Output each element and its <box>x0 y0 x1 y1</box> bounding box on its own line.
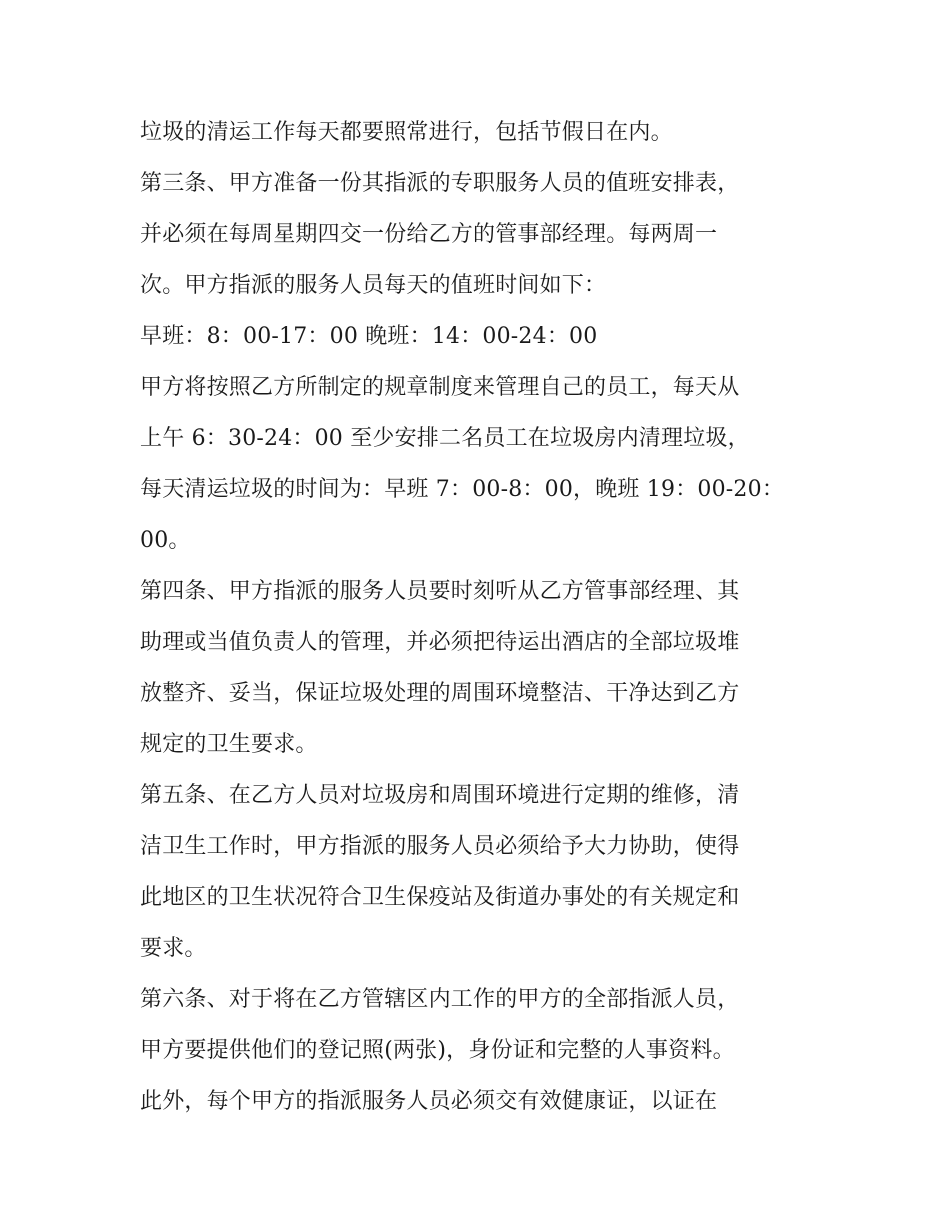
text-line: 上午 6：30-24：00 至少安排二名员工在垃圾房内清理垃圾， <box>140 426 750 451</box>
text-line: 洁卫生工作时，甲方指派的服务人员必须给予大力协助，使得 <box>140 834 740 859</box>
text-line: 次。甲方指派的服务人员每天的值班时间如下： <box>140 273 607 298</box>
text-line: 放整齐、妥当，保证垃圾处理的周围环境整洁、干净达到乙方 <box>140 681 740 706</box>
text-line: 助理或当值负责人的管理，并必须把待运出酒店的全部垃圾堆 <box>140 630 740 655</box>
text-line: 每天清运垃圾的时间为：早班 7：00-8：00，晚班 19：00-20： <box>140 477 785 502</box>
text-line: 甲方要提供他们的登记照(两张)，身份证和完整的人事资料。 <box>140 1038 735 1063</box>
text-line: 00。 <box>140 528 191 553</box>
document-body <box>140 107 820 1127</box>
text-line: 第三条、甲方准备一份其指派的专职服务人员的值班安排表， <box>140 171 740 196</box>
text-line: 第四条、甲方指派的服务人员要时刻听从乙方管事部经理、其 <box>140 579 740 604</box>
text-line: 此地区的卫生状况符合卫生保疫站及街道办事处的有关规定和 <box>140 885 740 910</box>
text-line: 第五条、在乙方人员对垃圾房和周围环境进行定期的维修，清 <box>140 783 740 808</box>
text-line: 规定的卫生要求。 <box>140 732 318 757</box>
text-line: 第六条、对于将在乙方管辖区内工作的甲方的全部指派人员， <box>140 987 740 1012</box>
text-line: 要求。 <box>140 936 207 961</box>
text-line: 早班：8：00-17：00 晚班：14：00-24：00 <box>140 324 598 349</box>
text-line: 甲方将按照乙方所制定的规章制度来管理自己的员工，每天从 <box>140 375 740 400</box>
text-line: 此外，每个甲方的指派服务人员必须交有效健康证，以证在 <box>140 1089 718 1114</box>
text-line: 垃圾的清运工作每天都要照常进行，包括节假日在内。 <box>140 120 673 145</box>
text-line: 并必须在每周星期四交一份给乙方的管事部经理。每两周一 <box>140 222 718 247</box>
